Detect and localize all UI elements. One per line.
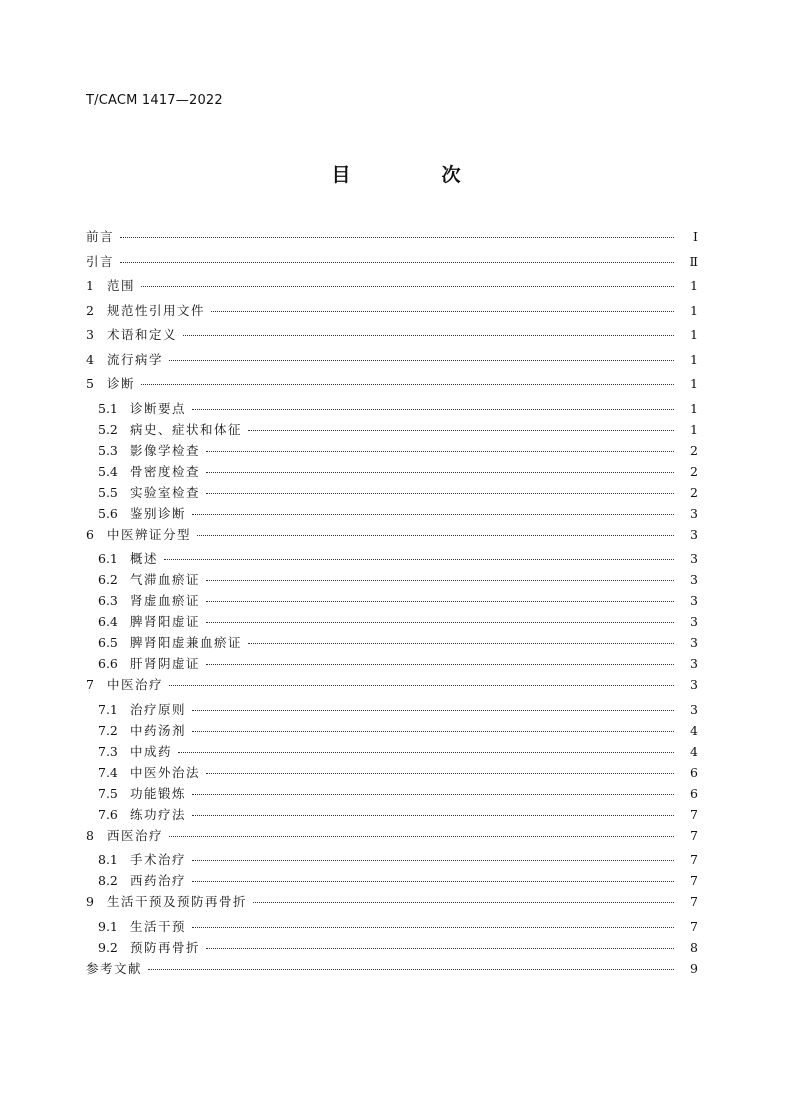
toc-entry-page: 3: [690, 551, 698, 566]
toc-entry-page: 3: [690, 656, 698, 671]
toc-entry[interactable]: [86, 826, 698, 851]
toc-entry[interactable]: [86, 591, 698, 612]
dot-leader: [206, 451, 674, 452]
toc-entry-number: 5: [86, 376, 94, 391]
toc-entry-label: 诊断要点: [130, 400, 187, 416]
toc-entry[interactable]: [86, 570, 698, 591]
toc-entry[interactable]: [86, 276, 698, 301]
toc-entry-number: 8.1: [98, 852, 118, 867]
toc-entry-number: 7.3: [98, 743, 118, 759]
toc-entry-label: 中成药: [130, 743, 173, 759]
dot-leader: [206, 580, 674, 581]
toc-entry-page: 3: [690, 677, 698, 692]
toc-entry-number: 9: [86, 894, 94, 909]
toc-entry-label: 术语和定义: [107, 327, 178, 342]
toc-entry-page: Ⅱ: [689, 253, 698, 269]
toc-entry-number: 6.3: [98, 593, 118, 608]
toc-entry-number: 7.4: [98, 764, 118, 780]
toc-entry-number: 5.6: [98, 505, 118, 521]
toc-entry-label: 病史、症状和体征: [130, 421, 243, 437]
toc-entry-page: 1: [690, 278, 698, 293]
toc-entry-label: 脾肾阳虚兼血瘀证: [130, 635, 243, 650]
toc-entry[interactable]: [86, 612, 698, 633]
toc-entry-label: 气滞血瘀证: [130, 572, 201, 587]
toc-entry-page: 3: [690, 572, 698, 587]
dot-leader: [192, 710, 674, 711]
toc-entry-page: 2: [690, 484, 698, 500]
dot-leader: [248, 430, 674, 431]
toc-entry-label: 脾肾阳虚证: [130, 614, 201, 629]
toc-entry-number: 3: [86, 327, 94, 342]
toc-entry[interactable]: [86, 700, 698, 721]
toc-entry-label: 中医治疗: [107, 677, 164, 692]
dot-leader: [206, 948, 674, 949]
toc-entry-number: 6.6: [98, 656, 118, 671]
toc-entry-page: 3: [690, 635, 698, 650]
toc-entry[interactable]: [86, 462, 698, 483]
toc-entry-label: 中医辨证分型: [107, 526, 192, 542]
dot-leader: [248, 643, 674, 644]
toc-entry-page: 3: [690, 701, 698, 717]
dot-leader: [183, 335, 674, 336]
dot-leader: [211, 311, 674, 312]
toc-entry-page: 6: [690, 785, 698, 801]
dot-leader: [253, 902, 674, 903]
toc-entry-page: Ⅰ: [693, 229, 698, 244]
toc-entry-page: 7: [690, 852, 698, 867]
dot-leader: [169, 836, 674, 837]
dot-leader: [206, 601, 674, 602]
toc-entry[interactable]: [86, 441, 698, 462]
toc-entry-number: 6: [86, 526, 94, 542]
toc-entry[interactable]: [86, 892, 698, 917]
toc-entry-label: 诊断: [107, 376, 136, 391]
toc-entry-page: 1: [690, 400, 698, 416]
standard-code: T/CACM 1417—2022: [86, 93, 223, 108]
toc-entry-page: 7: [690, 873, 698, 888]
toc-entry[interactable]: [86, 917, 698, 938]
dot-leader: [197, 535, 674, 536]
dot-leader: [192, 514, 674, 515]
toc-entry-label: 功能锻炼: [130, 785, 187, 801]
dot-leader: [120, 262, 674, 263]
toc-entry[interactable]: [86, 675, 698, 700]
toc-entry-number: 6.2: [98, 572, 118, 587]
dot-leader: [192, 927, 674, 928]
toc-entry-number: 7.2: [98, 722, 118, 738]
toc-entry-page: 4: [690, 722, 698, 738]
dot-leader: [192, 881, 674, 882]
toc-entry-label: 前言: [86, 229, 115, 244]
toc-entry-label: 参考文献: [86, 960, 143, 976]
toc-entry-number: 7.5: [98, 785, 118, 801]
toc-entry-label: 骨密度检查: [130, 463, 201, 479]
toc-entry-label: 影像学检查: [130, 442, 201, 458]
toc-entry-number: 2: [86, 302, 94, 318]
toc-entry-label: 治疗原则: [130, 701, 187, 717]
toc-entry-number: 7: [86, 677, 94, 692]
toc-entry[interactable]: [86, 959, 698, 984]
toc-entry-page: 6: [690, 764, 698, 780]
toc-entry-page: 1: [690, 376, 698, 391]
toc-entry[interactable]: [86, 850, 698, 871]
dot-leader: [192, 731, 674, 732]
toc-entry-page: 7: [690, 806, 698, 822]
toc-entry-page: 3: [690, 526, 698, 542]
dot-leader: [148, 969, 674, 970]
toc-entry-label: 引言: [86, 253, 115, 269]
toc-entry[interactable]: [86, 763, 698, 784]
toc-entry[interactable]: [86, 805, 698, 826]
toc-entry-number: 5.5: [98, 484, 118, 500]
toc-entry-label: 练功疗法: [130, 806, 187, 822]
toc-entry[interactable]: [86, 227, 698, 252]
page-title: 目 次: [331, 164, 497, 186]
dot-leader: [120, 237, 674, 238]
toc-entry-label: 生活干预: [130, 918, 187, 934]
toc-entry-label: 西医治疗: [107, 827, 164, 843]
dot-leader: [169, 685, 674, 686]
toc-entry[interactable]: [86, 784, 698, 805]
toc-entry[interactable]: [86, 525, 698, 550]
toc-entry-label: 生活干预及预防再骨折: [107, 894, 248, 909]
toc-entry-number: 5.2: [98, 421, 118, 437]
toc-entry-page: 1: [690, 327, 698, 342]
dot-leader: [206, 773, 674, 774]
toc-entry-page: 9: [690, 960, 698, 976]
toc-entry-page: 7: [690, 918, 698, 934]
dot-leader: [141, 286, 674, 287]
toc-entry-number: 8.2: [98, 873, 118, 888]
toc-entry-label: 鉴别诊断: [130, 505, 187, 521]
toc-entry-label: 手术治疗: [130, 852, 187, 867]
toc-entry-label: 肾虚血瘀证: [130, 593, 201, 608]
toc-entry[interactable]: [86, 420, 698, 441]
toc-entry[interactable]: [86, 325, 698, 350]
dot-leader: [178, 752, 674, 753]
toc-entry-page: 1: [690, 421, 698, 437]
toc-entry[interactable]: [86, 483, 698, 504]
toc-entry-number: 6.1: [98, 551, 118, 566]
toc-entry-page: 3: [690, 593, 698, 608]
toc-entry-number: 6.5: [98, 635, 118, 650]
toc-entry-number: 5.3: [98, 442, 118, 458]
toc-entry-page: 7: [690, 827, 698, 843]
toc-entry-label: 流行病学: [107, 351, 164, 367]
toc-entry-number: 5.4: [98, 463, 118, 479]
toc-entry-number: 8: [86, 827, 94, 843]
toc-entry-number: 9.2: [98, 939, 118, 955]
toc-entry-page: 4: [690, 743, 698, 759]
toc-entry-number: 5.1: [98, 400, 118, 416]
toc-entry-page: 1: [690, 351, 698, 367]
toc-entry-number: 4: [86, 351, 94, 367]
toc-entry[interactable]: [86, 504, 698, 525]
toc-entry-page: 7: [690, 894, 698, 909]
toc-entry[interactable]: [86, 549, 698, 570]
toc-entry[interactable]: [86, 633, 698, 654]
toc-entry-page: 2: [690, 463, 698, 479]
toc-entry-label: 肝肾阴虚证: [130, 656, 201, 671]
toc-entry-label: 预防再骨折: [130, 939, 201, 955]
dot-leader: [192, 860, 674, 861]
dot-leader: [206, 493, 674, 494]
toc-entry-label: 概述: [130, 551, 159, 566]
toc-entry-number: 1: [86, 278, 94, 293]
toc-entry-page: 2: [690, 442, 698, 458]
toc-entry-label: 中医外治法: [130, 764, 201, 780]
toc-entry[interactable]: [86, 301, 698, 326]
dot-leader: [206, 622, 674, 623]
toc-entry-number: 7.1: [98, 701, 118, 717]
table-of-contents: [86, 227, 698, 983]
toc-entry-label: 实验室检查: [130, 484, 201, 500]
toc-entry-label: 范围: [107, 278, 136, 293]
dot-leader: [141, 384, 674, 385]
toc-entry[interactable]: [86, 374, 698, 399]
toc-entry[interactable]: [86, 938, 698, 959]
dot-leader: [164, 559, 674, 560]
toc-entry[interactable]: [86, 252, 698, 277]
toc-entry-page: 3: [690, 505, 698, 521]
dot-leader: [192, 794, 674, 795]
toc-entry-page: 3: [690, 614, 698, 629]
toc-entry[interactable]: [86, 742, 698, 763]
toc-entry[interactable]: [86, 654, 698, 675]
toc-entry-page: 1: [690, 302, 698, 318]
toc-entry-page: 8: [690, 939, 698, 955]
toc-entry-number: 6.4: [98, 614, 118, 629]
toc-entry[interactable]: [86, 350, 698, 375]
toc-entry-number: 7.6: [98, 806, 118, 822]
toc-entry[interactable]: [86, 721, 698, 742]
dot-leader: [192, 409, 674, 410]
dot-leader: [206, 472, 674, 473]
toc-entry[interactable]: [86, 871, 698, 892]
toc-entry[interactable]: [86, 399, 698, 420]
toc-entry-label: 规范性引用文件: [107, 302, 206, 318]
dot-leader: [206, 664, 674, 665]
toc-entry-label: 中药汤剂: [130, 722, 187, 738]
dot-leader: [169, 360, 674, 361]
toc-entry-label: 西药治疗: [130, 873, 187, 888]
dot-leader: [192, 815, 674, 816]
toc-entry-number: 9.1: [98, 918, 118, 934]
